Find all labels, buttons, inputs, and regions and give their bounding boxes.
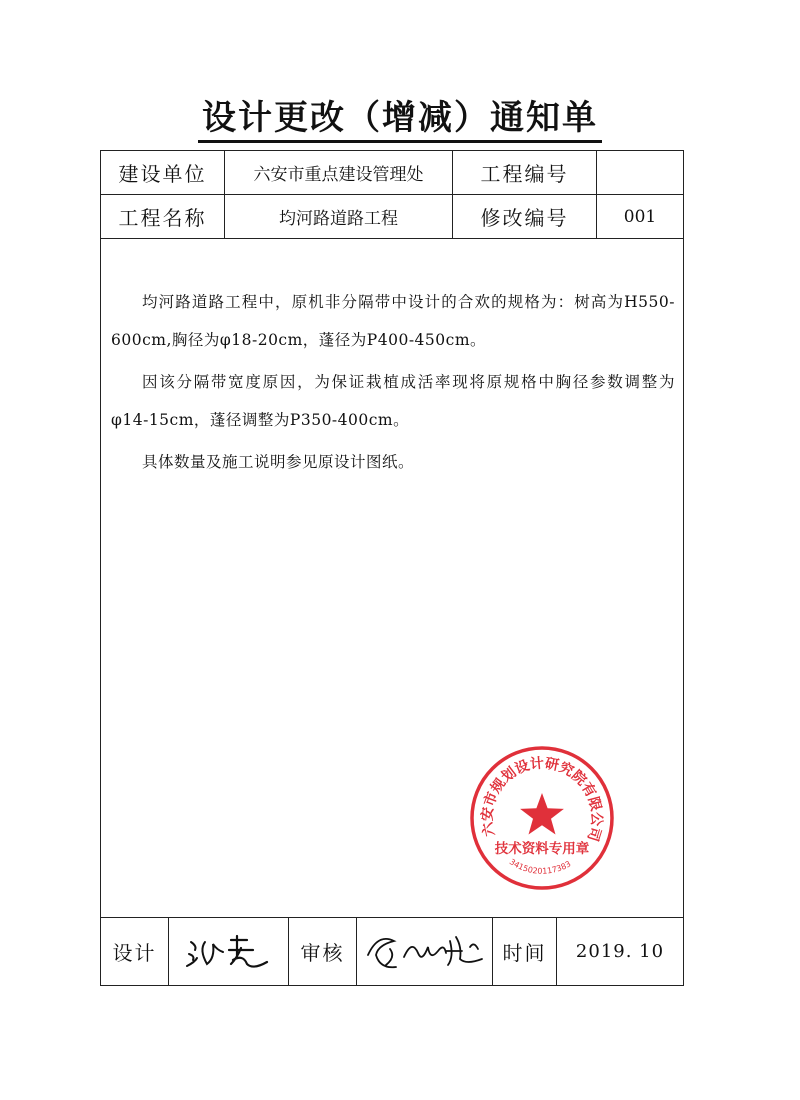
review-label: 审核 — [289, 918, 357, 985]
official-seal — [467, 743, 617, 893]
seal-org-text: 六安市规划设计研究院有限公司 — [479, 755, 605, 844]
review-signature-image — [360, 927, 490, 977]
project-no-label: 工程编号 — [453, 151, 597, 194]
document-title-text: 设计更改（增减）通知单 — [198, 98, 602, 143]
document-title — [0, 98, 800, 143]
date-value: 2019. 10 — [575, 941, 665, 962]
project-name-value: 均河路道路工程 — [225, 195, 453, 238]
seal-purpose-text: 技术资料专用章 — [494, 841, 590, 857]
revision-no-label: 修改编号 — [453, 195, 597, 238]
header-row-1 — [101, 151, 683, 195]
body-paragraph-1: 均河路道路工程中，原机非分隔带中设计的合欢的规格为：树高为H550-600cm,胸径为φ18-20cm，蓬径为P400-450cm。 — [111, 293, 675, 349]
review-signature-cell — [357, 918, 493, 985]
construction-unit-value: 六安市重点建设管理处 — [225, 151, 453, 194]
notice-body — [101, 239, 683, 917]
header-row-2 — [101, 195, 683, 239]
design-signature-image — [181, 930, 277, 974]
date-label: 时间 — [493, 918, 557, 985]
seal-star-icon — [520, 793, 564, 835]
signature-row — [101, 917, 683, 985]
body-paragraph-3: 具体数量及施工说明参见原设计图纸。 — [142, 453, 415, 471]
project-name-label: 工程名称 — [101, 195, 225, 238]
design-label: 设计 — [101, 918, 169, 985]
design-signature-cell — [169, 918, 289, 985]
construction-unit-label: 建设单位 — [101, 151, 225, 194]
project-no-value — [597, 151, 683, 194]
notice-form — [100, 150, 684, 986]
revision-no-value: 001 — [623, 206, 657, 227]
seal-code-text: 3415020117383 — [507, 857, 573, 876]
body-paragraph-2: 因该分隔带宽度原因，为保证栽植成活率现将原规格中胸径参数调整为φ14-15cm，蓬径调整为P350-400cm。 — [111, 373, 675, 429]
